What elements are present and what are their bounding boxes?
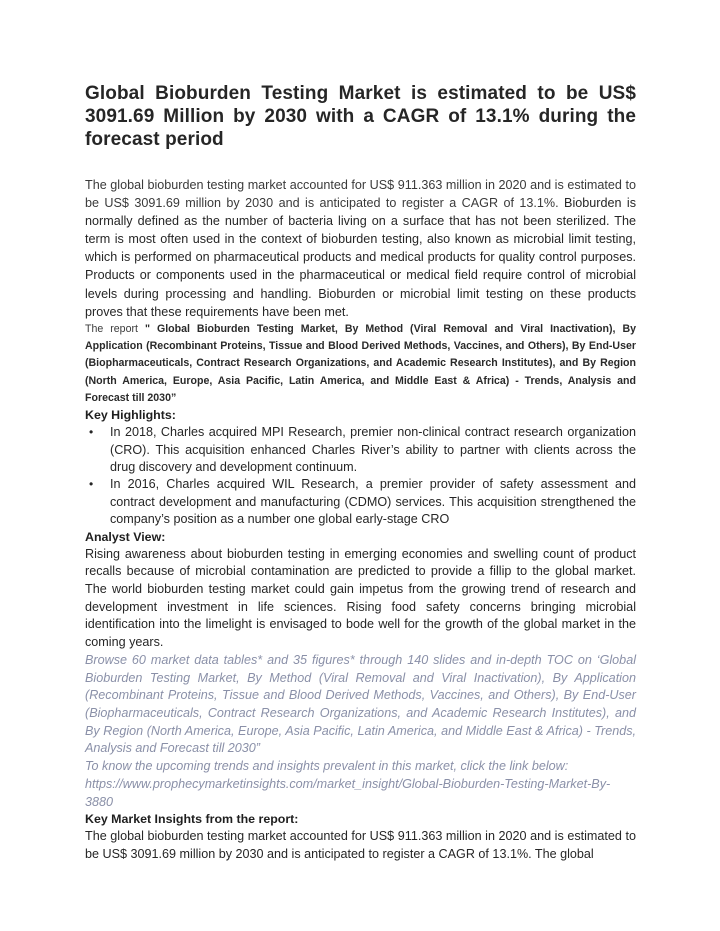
key-highlights-list — [85, 424, 636, 528]
document-page — [85, 82, 636, 864]
list-item — [89, 424, 636, 476]
key-insights-text: The global bioburden testing market accounted for US$ 911.363 million in 2020 and is estimated to be US$ 3091.69 million by 2030 and is anticipated to register a CAGR of 13.1%. The global — [85, 829, 636, 861]
bullet-icon: • — [89, 477, 94, 492]
intro-paragraph — [85, 176, 636, 321]
document-title: Global Bioburden Testing Market is estimated to be US$ 3091.69 Million by 2030 with a CAGR of 13.1% during the forecast period — [85, 83, 636, 150]
bullet-icon: • — [89, 425, 94, 440]
report-title: " Global Bioburden Testing Market, By Method (Viral Removal and Viral Inactivation), By Application (Recombinant Proteins, Tissue and Blood Derived Methods, Vaccines, and Others), By End-User (Biopharmaceuticals, Contract Research Organizations, and Academic Research Institutes), and By Region (North America, Europe, Asia Pacific, Latin America, and Middle East & Africa) - Trends, Analysis and Forecast till 2030” — [85, 322, 636, 404]
analyst-view-heading: Analyst View: — [85, 529, 166, 544]
intro-market-figures: The global bioburden testing market accounted for US$ 911.363 million in 2020 and is estimated to be US$ 3091.69 million by 2030 and is anticipated to register a CAGR of 13.1%. — [85, 178, 636, 211]
analyst-view-text: Rising awareness about bioburden testing in emerging economies and swelling count of product recalls because of microbial contamination are predicted to provide a fillip to the global market. The world bioburden testing market could gain impetus from the growing trend of research and development investment in life sciences. Rising food safety concerns bringing microbial identification into the limelight is envisaged to bode well for the growth of the global market in the coming years. — [85, 546, 636, 650]
list-item-text: In 2018, Charles acquired MPI Research, premier non-clinical contract research organization (CRO). This acquisition enhanced Charles River’s ability to partner with clients across the drug discovery and development continuum. — [110, 425, 636, 475]
link-intro: To know the upcoming trends and insights prevalent in this market, click the link below: — [85, 759, 569, 774]
report-link[interactable]: https://www.prophecymarketinsights.com/market_insight/Global-Bioburden-Testing-Market-By-3880 — [85, 776, 611, 809]
list-item — [89, 476, 636, 528]
report-label: The report — [85, 322, 145, 335]
key-insights-heading: Key Market Insights from the report: — [85, 812, 299, 827]
browse-text: Browse 60 market data tables* and 35 figures* through 140 slides and in-depth TOC on ‘Global Bioburden Testing Market, By Method (Viral Removal and Viral Inactivation), By Application (Recombinant Proteins, Tissue and Blood Derived Methods, Vaccines, and Others), By End-User (Biopharmaceuticals, Contract Research Organizations, and Academic Research Institutes), and By Region (North America, Europe, Asia Pacific, Latin America, and Middle East & Africa) - Trends, Analysis and Forecast till 2030” — [85, 652, 636, 756]
intro-definition: Bioburden is normally defined as the number of bacteria living on a surface that has not been sterilized. The term is most often used in the context of bioburden testing, also known as microbial limit testing, which is performed on pharmaceutical products and medical products for quality control purposes. Products or components used in the pharmaceutical or medical field require control of microbial levels during processing and handling. Bioburden or microbial limit testing on these products proves that these requirements have been met. — [85, 196, 636, 319]
list-item-text: In 2016, Charles acquired WIL Research, a premier provider of safety assessment and contract development and manufacturing (CDMO) services. This acquisition strengthened the company’s position as a number one global early-stage CRO — [110, 477, 636, 527]
report-paragraph — [85, 321, 636, 407]
key-highlights-heading: Key Highlights: — [85, 408, 176, 423]
